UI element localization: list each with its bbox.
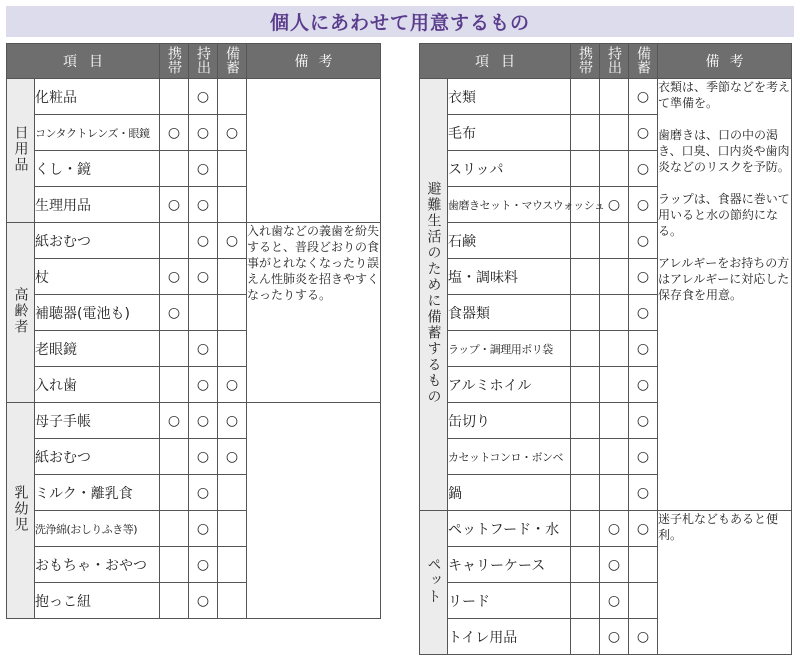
mark-mochidashi (600, 475, 629, 511)
mark-mochidashi: ○ (189, 187, 218, 223)
mark-keitai (160, 367, 189, 403)
mark-mochidashi (600, 115, 629, 151)
mark-bichiku: ○ (629, 439, 658, 475)
mark-keitai (160, 79, 189, 115)
mark-mochidashi: ○ (189, 259, 218, 295)
mark-mochidashi: ○ (189, 583, 218, 619)
left-checklist-table (6, 43, 381, 619)
item-name: 生理用品 (35, 187, 160, 223)
mark-mochidashi: ○ (189, 439, 218, 475)
header-notes-label: 備考 (294, 54, 343, 70)
item-name: ラップ・調理用ポリ袋 (448, 331, 571, 367)
mark-bichiku: ○ (629, 295, 658, 331)
header-row (7, 44, 381, 79)
mark-keitai (571, 331, 600, 367)
item-name: トイレ用品 (448, 619, 571, 655)
mark-bichiku (629, 547, 658, 583)
header-bichiku-label: 備蓄 (224, 45, 240, 74)
item-name: 入れ歯 (35, 367, 160, 403)
item-name: 母子手帳 (35, 403, 160, 439)
mark-keitai (571, 583, 600, 619)
mark-bichiku: ○ (629, 115, 658, 151)
mark-mochidashi (600, 295, 629, 331)
item-name: 衣類 (448, 79, 571, 115)
mark-mochidashi (600, 259, 629, 295)
mark-keitai (160, 331, 189, 367)
mark-bichiku: ○ (629, 367, 658, 403)
mark-bichiku: ○ (629, 331, 658, 367)
mark-keitai (160, 547, 189, 583)
item-name: スリッパ (448, 151, 571, 187)
mark-keitai (571, 403, 600, 439)
mark-mochidashi (189, 295, 218, 331)
header-keitai-label: 携帯 (166, 45, 182, 74)
notes-cell (247, 403, 381, 619)
mark-keitai (160, 223, 189, 259)
item-name: くし・鏡 (35, 151, 160, 187)
table-row (7, 223, 381, 259)
mark-keitai (571, 367, 600, 403)
mark-bichiku (629, 583, 658, 619)
item-name: 補聴器(電池も) (35, 295, 160, 331)
category-label-text: 高齢者 (12, 286, 29, 335)
item-name: 老眼鏡 (35, 331, 160, 367)
mark-keitai (160, 151, 189, 187)
mark-bichiku (218, 259, 247, 295)
mark-mochidashi (600, 367, 629, 403)
item-name: 毛布 (448, 115, 571, 151)
mark-mochidashi: ○ (600, 547, 629, 583)
category-label (420, 79, 448, 511)
item-name: 食器類 (448, 295, 571, 331)
header-keitai (571, 44, 600, 79)
mark-bichiku (218, 511, 247, 547)
header-bichiku (218, 44, 247, 79)
category-label (7, 403, 35, 619)
mark-mochidashi: ○ (189, 547, 218, 583)
header-mochidashi (189, 44, 218, 79)
item-name: 鍋 (448, 475, 571, 511)
header-item-label: 項目 (63, 54, 115, 70)
item-name: おもちゃ・おやつ (35, 547, 160, 583)
mark-keitai: ○ (160, 259, 189, 295)
category-label (420, 511, 448, 655)
mark-bichiku (218, 295, 247, 331)
notes-cell: 入れ歯などの義歯を紛失すると、普段どおりの食事がとれなくなったり誤えん性肺炎を招きやすくなったりする。 (247, 223, 381, 403)
header-notes (247, 44, 381, 79)
right-checklist-table (419, 43, 792, 655)
header-item (7, 44, 160, 79)
item-name: カセットコンロ・ボンベ (448, 439, 571, 475)
mark-keitai: ○ (160, 187, 189, 223)
table-row (420, 511, 792, 547)
page-title: 個人にあわせて用意するもの (6, 6, 794, 37)
table-row (7, 403, 381, 439)
mark-keitai (571, 151, 600, 187)
mark-mochidashi: ○ (600, 187, 629, 223)
mark-mochidashi: ○ (600, 619, 629, 655)
mark-mochidashi: ○ (189, 331, 218, 367)
mark-bichiku (218, 331, 247, 367)
mark-keitai (571, 619, 600, 655)
mark-keitai (160, 511, 189, 547)
mark-bichiku: ○ (218, 403, 247, 439)
mark-bichiku (218, 151, 247, 187)
mark-keitai: ○ (160, 403, 189, 439)
header-keitai (160, 44, 189, 79)
item-name: 歯磨きセット・マウスウォッシュ (448, 187, 571, 223)
mark-bichiku: ○ (629, 511, 658, 547)
mark-bichiku: ○ (629, 403, 658, 439)
mark-bichiku: ○ (629, 223, 658, 259)
mark-mochidashi: ○ (189, 223, 218, 259)
item-name: 化粧品 (35, 79, 160, 115)
mark-mochidashi: ○ (600, 583, 629, 619)
mark-keitai (571, 475, 600, 511)
mark-keitai (571, 511, 600, 547)
mark-bichiku (218, 79, 247, 115)
category-label-text: ペット (425, 556, 442, 605)
mark-bichiku (218, 187, 247, 223)
category-label (7, 79, 35, 223)
item-name: ミルク・離乳食 (35, 475, 160, 511)
mark-bichiku: ○ (629, 187, 658, 223)
mark-mochidashi: ○ (600, 511, 629, 547)
mark-mochidashi: ○ (189, 403, 218, 439)
notes-cell: 衣類は、季節などを考えて準備を。 歯磨きは、口の中の渇き、口臭、口内炎や歯肉炎などのリスクを予防。 ラップは、食器に巻いて用いると水の節約になる。 アレルギーをお持ちの方はアレルギーに対応した保存食を用意。 (658, 79, 792, 511)
mark-bichiku (218, 583, 247, 619)
item-name: 塩・調味料 (448, 259, 571, 295)
mark-keitai (160, 475, 189, 511)
mark-mochidashi: ○ (189, 115, 218, 151)
item-name: 石鹸 (448, 223, 571, 259)
mark-bichiku: ○ (629, 619, 658, 655)
mark-bichiku (218, 475, 247, 511)
category-label (7, 223, 35, 403)
mark-mochidashi (600, 331, 629, 367)
item-name: 洗浄綿(おしりふき等) (35, 511, 160, 547)
mark-keitai (571, 223, 600, 259)
item-name: アルミホイル (448, 367, 571, 403)
notes-cell (247, 79, 381, 223)
mark-mochidashi (600, 79, 629, 115)
table-row (7, 79, 381, 115)
mark-mochidashi (600, 439, 629, 475)
mark-bichiku: ○ (218, 115, 247, 151)
mark-mochidashi: ○ (189, 79, 218, 115)
header-keitai-label: 携帯 (577, 45, 593, 74)
mark-bichiku: ○ (629, 475, 658, 511)
mark-bichiku: ○ (629, 79, 658, 115)
mark-keitai: ○ (160, 115, 189, 151)
category-label-text: 日用品 (12, 124, 29, 173)
mark-keitai (571, 79, 600, 115)
notes-cell: 迷子札などもあると便利。 (658, 511, 792, 655)
header-item-label: 項目 (475, 54, 527, 70)
mark-keitai (571, 547, 600, 583)
mark-bichiku: ○ (629, 259, 658, 295)
mark-keitai (571, 115, 600, 151)
category-label-text: 乳幼児 (12, 484, 29, 533)
mark-keitai (160, 439, 189, 475)
header-item (420, 44, 571, 79)
item-name: 缶切り (448, 403, 571, 439)
header-bichiku (629, 44, 658, 79)
header-notes-label: 備考 (705, 54, 754, 70)
mark-bichiku (218, 547, 247, 583)
mark-mochidashi (600, 223, 629, 259)
mark-keitai (571, 259, 600, 295)
mark-bichiku: ○ (218, 367, 247, 403)
mark-bichiku: ○ (629, 151, 658, 187)
item-name: リード (448, 583, 571, 619)
item-name: 抱っこ紐 (35, 583, 160, 619)
mark-mochidashi: ○ (189, 367, 218, 403)
header-notes (658, 44, 792, 79)
mark-keitai (571, 295, 600, 331)
item-name: 紙おむつ (35, 223, 160, 259)
item-name: ペットフード・水 (448, 511, 571, 547)
mark-keitai (571, 439, 600, 475)
mark-keitai: ○ (160, 295, 189, 331)
mark-keitai (160, 583, 189, 619)
item-name: 杖 (35, 259, 160, 295)
header-mochidashi-label: 持出 (606, 45, 622, 74)
item-name: 紙おむつ (35, 439, 160, 475)
header-mochidashi (600, 44, 629, 79)
header-mochidashi-label: 持出 (195, 45, 211, 74)
item-name: コンタクトレンズ・眼鏡 (35, 115, 160, 151)
mark-bichiku: ○ (218, 223, 247, 259)
category-label-text: 避難生活のために備蓄するもの (425, 180, 442, 405)
mark-bichiku: ○ (218, 439, 247, 475)
mark-mochidashi: ○ (189, 511, 218, 547)
mark-mochidashi: ○ (189, 151, 218, 187)
header-bichiku-label: 備蓄 (635, 45, 651, 74)
table-row (420, 79, 792, 115)
header-row (420, 44, 792, 79)
item-name: キャリーケース (448, 547, 571, 583)
mark-mochidashi (600, 403, 629, 439)
mark-mochidashi (600, 151, 629, 187)
mark-mochidashi: ○ (189, 475, 218, 511)
